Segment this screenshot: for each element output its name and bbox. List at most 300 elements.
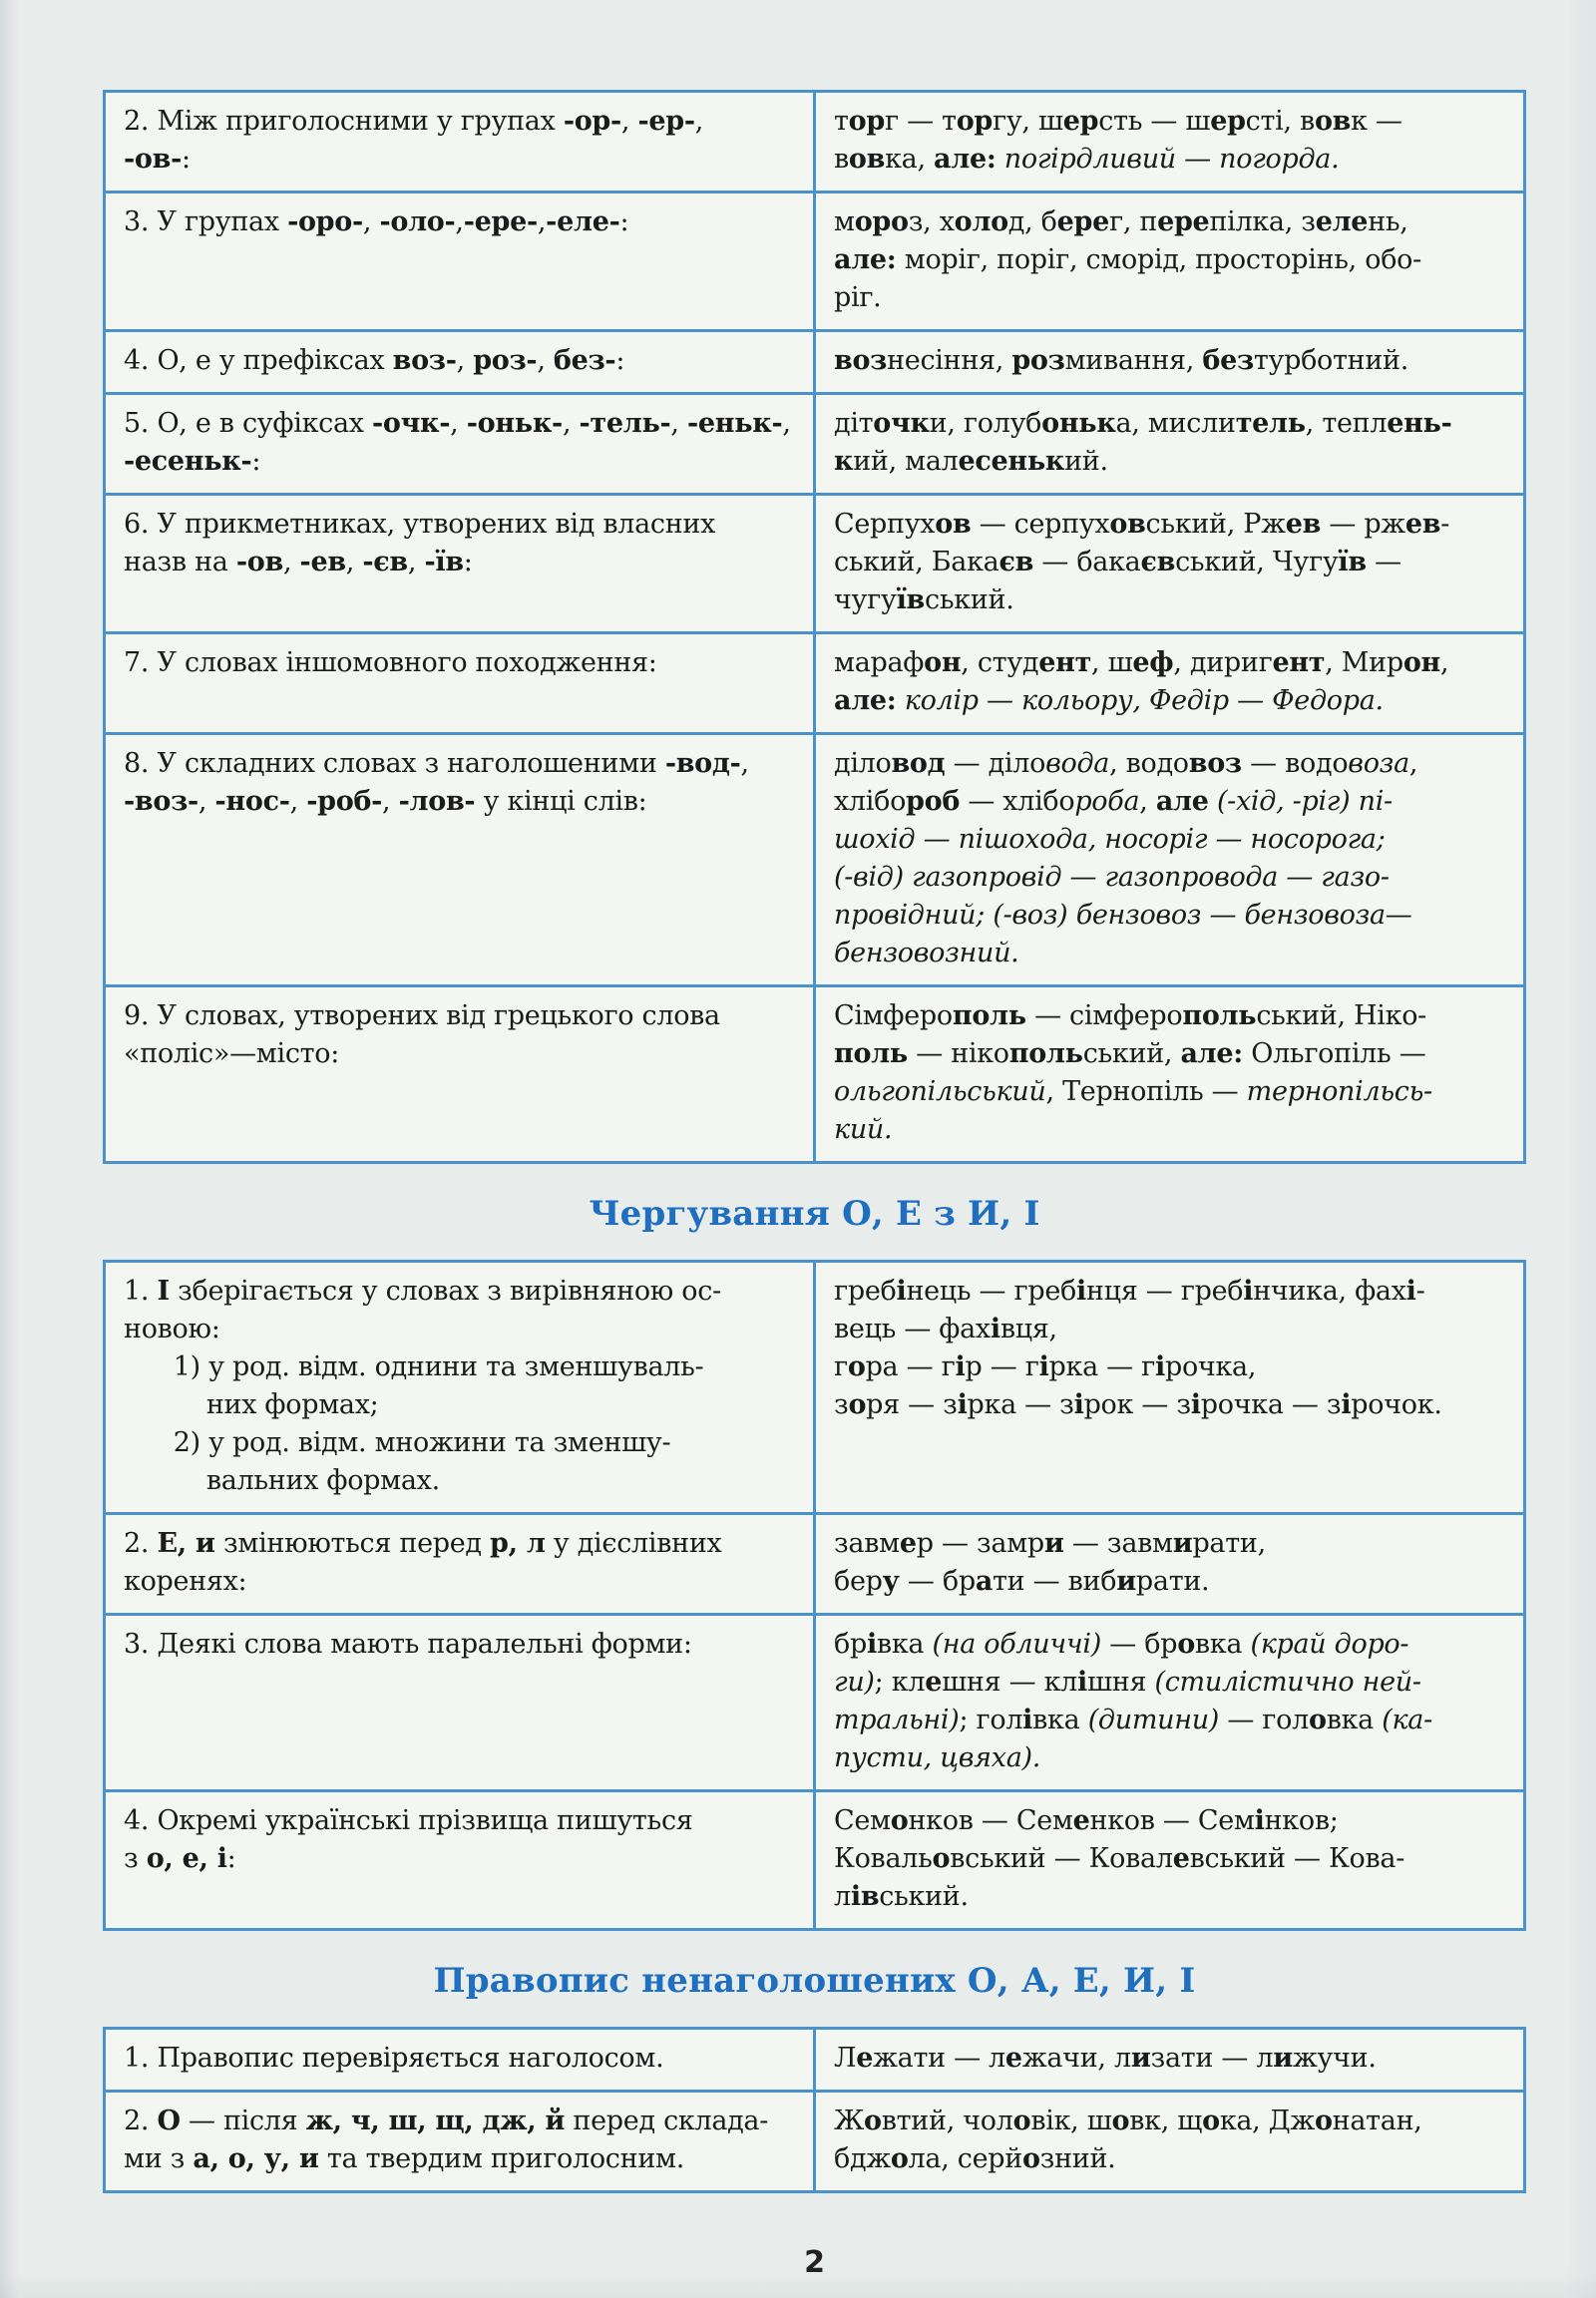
text-segment: і [990,1314,1000,1344]
text-segment: і [1073,1389,1084,1420]
text-segment: ський, Чугу [1175,547,1339,577]
text-segment: жачи, л [1021,2043,1131,2074]
text-segment: о [890,2143,909,2174]
text-segment: -еньк- [687,408,783,439]
text-segment: ер [1062,106,1099,137]
text-line [124,405,795,443]
text-segment: -есеньк- [124,446,252,477]
text-segment: — водо [1241,748,1349,779]
examples-cell [816,634,1523,732]
text-segment: -єв [362,547,408,577]
text-segment: тральні) [834,1705,960,1735]
rule-cell [106,1792,816,1928]
text-segment: ка, [885,144,935,175]
text-line [834,279,1505,317]
text-segment: вод [891,748,946,779]
section-heading-pravopys: Правопис ненаголошених О, А, Е, И, І [433,1961,1196,2001]
text-segment: ере [1157,206,1210,237]
text-segment: оло [954,206,1008,237]
text-segment: воз [834,345,888,376]
text-segment: вка [876,1629,933,1660]
text-segment: , [782,408,791,439]
text-segment: нця — греб [1085,1276,1244,1307]
text-segment: мивання, [1064,345,1203,376]
text-segment: 6. У прикметниках, утворених від власних [124,509,716,540]
text-segment: о [1021,2143,1040,2174]
text-segment: 3. У групах [124,206,288,237]
text-line [834,443,1505,481]
text-segment [896,685,904,716]
text-segment: , [455,206,464,237]
text-segment: рочка, [1164,1351,1257,1382]
text-segment: -еле- [546,206,620,237]
text-segment: (край доро- [1250,1629,1409,1660]
text-line [124,506,795,544]
text-segment: Е, и [157,1528,215,1559]
text-segment: - [1415,1276,1425,1307]
text-segment: і [1022,1705,1033,1735]
text-segment: шня — кл [942,1667,1078,1698]
text-line [834,1626,1505,1664]
text-segment: нков; [1264,1805,1339,1836]
text-segment: поль [1008,1038,1083,1069]
text-segment: Коваль [834,1843,933,1874]
text-segment: оньк [1041,408,1116,439]
examples-cell [816,987,1523,1161]
text-segment: , Мир [1325,647,1403,678]
text-line [834,644,1505,682]
text-line [834,859,1505,897]
text-line [124,1840,795,1878]
text-segment: але: [834,685,897,716]
text-segment: ор [848,106,885,137]
text-segment: моріг, поріг, сморід, просторінь, обо- [896,244,1421,275]
text-segment: г, п [1108,206,1158,237]
text-segment: рка — з [967,1389,1074,1420]
text-segment: -ов [235,547,283,577]
text-segment: р — замр [916,1528,1044,1559]
table-row [106,1789,1523,1928]
text-line [834,1802,1505,1840]
text-segment: і [955,1351,966,1382]
text-segment: ський, Бака [834,547,999,577]
text-segment: в [834,144,849,175]
text-line [834,745,1505,783]
text-segment: І [157,1276,170,1307]
page-number: 2 [804,2245,825,2280]
text-segment: : [226,1843,236,1874]
text-segment: еф [1132,647,1174,678]
text-segment: о, е, і [146,1843,227,1874]
text-line [834,1386,1505,1424]
text-segment: рати, [1192,1528,1266,1559]
text-segment: воз- [392,345,457,376]
text-segment: зати — л [1150,2043,1274,2074]
text-segment: нков — Сем [1089,1805,1255,1836]
text-segment: втий, чол [881,2106,1013,2136]
text-segment: ев [1285,509,1322,540]
text-segment: завм [834,1528,900,1559]
text-segment: е [856,2043,874,2074]
text-segment: 1) у род. відм. однини та зменшуваль- [124,1351,704,1382]
text-segment: м [834,206,855,237]
text-line [124,644,795,682]
text-line [834,1311,1505,1348]
text-segment: Сімферо [834,1000,953,1031]
text-segment: О [157,2106,181,2136]
text-segment: (-від) газопровід — газопровода — газо- [834,862,1390,893]
text-segment: тель [1235,408,1306,439]
text-segment: рати. [1135,1566,1210,1597]
text-segment: к [834,446,854,477]
text-segment: тернопільсь- [1246,1076,1432,1107]
text-line [834,581,1505,619]
text-segment: е [1072,1805,1090,1836]
text-segment: але: [1180,1038,1243,1069]
text-segment: о [1177,1629,1195,1660]
text-segment: — [1366,547,1401,577]
text-segment: — бака [1033,547,1141,577]
text-segment: т [834,106,849,137]
text-segment: , [537,206,547,237]
text-segment: (на обличчі) [932,1629,1101,1660]
text-segment: ий. [1064,446,1108,477]
text-segment: , [562,408,580,439]
text-segment: роз [1011,345,1065,376]
text-segment: -очк- [371,408,451,439]
text-segment: 1. Правопис перевіряється наголосом. [124,2043,664,2074]
text-segment: і [1341,1389,1352,1420]
text-segment: чугу [834,584,897,615]
text-segment: -ор- [563,106,621,137]
text-segment: о [847,1351,866,1382]
text-segment: вка [1032,1705,1088,1735]
text-segment: їв [1338,547,1367,577]
text-line [124,103,795,141]
text-segment: 1. [124,1276,158,1307]
text-segment: , тепл [1305,408,1388,439]
text-segment: 4. Окремі українські прізвища пишуться [124,1805,693,1836]
text-segment: ер [1210,106,1246,137]
table-row [106,392,1523,493]
rules-table-3 [103,2027,1526,2193]
text-segment: бензовозний. [834,938,1019,968]
table-row [106,1512,1523,1613]
text-line [834,1111,1505,1149]
text-segment: Ольгопіль — [1242,1038,1426,1069]
text-segment: о [1308,1705,1327,1735]
text-segment: єв [1140,547,1176,577]
text-segment: але [1155,786,1209,817]
table-row [106,631,1523,732]
text-segment: бдж [834,2143,891,2174]
text-segment: Серпух [834,509,936,540]
text-segment: пілка, з [1209,206,1316,237]
text-segment: рочок. [1351,1389,1442,1420]
text-segment: , [362,206,380,237]
text-segment: , [1139,786,1156,817]
text-segment: і [957,1389,968,1420]
text-segment: е [899,1528,917,1559]
text-line [124,203,795,241]
text-line [834,544,1505,581]
text-line [124,141,795,179]
text-line [834,1073,1505,1111]
text-segment: о [864,2106,882,2136]
text-segment: -вод- [664,748,741,779]
text-line [124,342,795,380]
table-row [106,329,1523,392]
text-segment: он [1402,647,1440,678]
text-segment: ор [956,106,993,137]
text-line [834,203,1505,241]
text-segment: : [251,446,261,477]
text-segment: нь, [1368,206,1408,237]
text-line [834,1702,1505,1739]
examples-cell [816,332,1523,392]
text-segment: — бр [899,1566,976,1597]
text-segment: -роб- [306,786,383,817]
text-segment: ов [935,509,972,540]
text-segment: , [382,786,399,817]
text-segment: и [1130,2043,1151,2074]
text-line [124,997,795,1035]
text-line [124,1386,795,1424]
text-segment: , [407,547,425,577]
text-line [834,821,1505,859]
rule-cell [106,2093,816,2190]
text-segment: о [932,1843,951,1874]
text-segment: ж, ч, ш, щ, дж, й [305,2106,566,2136]
text-segment: рка — г [1048,1351,1155,1382]
text-segment: у [882,1566,900,1597]
text-segment: 9. У словах, утворених від грецького слова [124,1000,720,1031]
text-line [124,2040,795,2078]
text-segment: та твердим приголосним. [318,2143,684,2174]
table-row [106,1613,1523,1789]
text-segment: ент [1272,647,1326,678]
examples-cell [816,1263,1523,1512]
rule-cell [106,1616,816,1789]
text-segment: -нос- [214,786,290,817]
examples-cell [816,395,1523,493]
text-segment: д, б [1007,206,1057,237]
text-segment: роз- [473,345,538,376]
text-line [834,1878,1505,1916]
text-segment: (ка- [1382,1705,1432,1735]
text-line [124,1563,795,1601]
text-segment: жати — л [873,2043,1005,2074]
examples-cell [816,93,1523,191]
text-segment: , [740,748,749,779]
text-segment: турботний. [1253,345,1409,376]
text-line [124,443,795,481]
text-segment: и [1273,2043,1293,2074]
text-segment: і [1077,1667,1087,1698]
text-segment: змінюються перед [214,1528,491,1559]
text-segment: поль [834,1038,908,1069]
text-segment: 7. У словах іншомовного походження: [124,647,657,678]
text-segment: -ов- [124,144,182,175]
rule-cell [106,1263,816,1512]
text-line [834,1035,1505,1073]
text-line [834,1739,1505,1777]
text-segment: рок — з [1083,1389,1191,1420]
text-line [834,935,1505,972]
text-segment: о [890,1805,909,1836]
text-segment: , [198,786,215,817]
text-segment: 2. [124,1528,158,1559]
rule-cell [106,735,816,984]
text-segment: погірдливий — погорда. [1003,144,1340,175]
text-line [124,745,795,783]
text-segment: -їв [424,547,464,577]
text-segment: жучи. [1292,2043,1377,2074]
text-segment: з [834,1389,849,1420]
text-segment: роба [1074,786,1140,817]
text-segment: коренях: [124,1566,247,1597]
text-segment: — хлібо [960,786,1075,817]
text-segment: : [181,144,191,175]
text-segment: — бр [1100,1629,1178,1660]
text-segment: 3. Деякі слова мають паралельні форми: [124,1629,692,1660]
text-segment: і [1243,1276,1254,1307]
text-segment: кий. [834,1114,893,1145]
table-row [106,984,1523,1161]
text-segment: 8. У складних словах з наголошеними [124,748,665,779]
text-line [124,2140,795,2178]
text-segment: рочка — з [1200,1389,1342,1420]
text-segment: воз [1188,748,1242,779]
text-segment: : [463,547,473,577]
text-segment: вка [1194,1629,1251,1660]
text-segment: ов [1109,509,1146,540]
text-segment: ка, Дж [1219,2106,1315,2136]
text-segment: а, о, у, и [193,2143,319,2174]
text-segment: , водо [1109,748,1189,779]
text-segment [1209,786,1217,817]
text-segment: вік, ш [1030,2106,1112,2136]
text-segment: ів [850,1881,880,1912]
table-row [106,191,1523,329]
text-line [834,1840,1505,1878]
text-segment: : [619,206,629,237]
text-segment: поль [952,1000,1026,1031]
text-segment: 2. [124,2106,158,2136]
rule-cell [106,395,816,493]
text-segment: о [848,1389,867,1420]
text-segment: колір — кольору, Федір — Федора. [904,685,1384,716]
text-segment: зберігається у словах з вирівняною ос- [169,1276,721,1307]
text-segment: ере [1056,206,1109,237]
text-segment: е [925,1667,943,1698]
text-segment: р, л [490,1528,546,1559]
text-segment: шохід — пішохода, носоріг — носорога; [834,824,1386,855]
text-segment: Ж [834,2106,865,2136]
text-line [124,1348,795,1386]
text-segment: бер [834,1566,883,1597]
text-line [124,1802,795,1840]
text-segment: г [834,1351,848,1382]
text-line [834,2140,1505,2178]
text-segment: ; гол [959,1705,1023,1735]
text-segment: натан, [1332,2106,1422,2136]
rule-cell [106,987,816,1161]
text-segment: ольгопільський [834,1076,1046,1107]
examples-cell [816,735,1523,984]
text-segment: , [1440,647,1449,678]
text-line [834,2103,1505,2140]
text-segment: ов [848,144,886,175]
text-segment: Сем [834,1805,891,1836]
text-line [834,1348,1505,1386]
text-segment: е [1004,2043,1022,2074]
text-segment: (стилістично ней- [1154,1667,1421,1698]
rule-cell [106,332,816,392]
text-segment: вода [1045,748,1110,779]
text-segment: але: [834,244,897,275]
text-segment: мараф [834,647,925,678]
text-segment: о [1314,2106,1333,2136]
text-segment: , [289,786,307,817]
text-segment: нчика, фах [1253,1276,1406,1307]
examples-cell [816,1515,1523,1613]
text-segment: гу, ш [992,106,1063,137]
text-segment: и [1043,1528,1064,1559]
text-segment: 2) у род. відм. множини та зменшу- [124,1427,671,1458]
text-line [124,1462,795,1500]
text-segment: о [1012,2106,1031,2136]
table-row [106,732,1523,984]
text-segment: провідний; (-воз) бензовоз — бензовоза— [834,900,1412,931]
text-segment: ; кл [874,1667,926,1698]
text-segment: вка [1326,1705,1383,1735]
text-segment: поль [1182,1000,1257,1031]
examples-cell [816,2030,1523,2090]
text-line [834,897,1505,935]
table-row [106,2030,1523,2090]
text-segment: ти — виб [993,1566,1117,1597]
text-segment: -тель- [579,408,671,439]
rules-table-2 [103,1260,1526,1931]
text-segment: , [456,345,474,376]
examples-cell [816,1616,1523,1789]
text-segment: роб [906,786,961,817]
text-segment: -ер- [637,106,695,137]
text-segment: і [1155,1351,1165,1382]
text-segment: пусти, цвяха). [834,1742,1041,1773]
text-segment: , [282,547,300,577]
text-segment: зний. [1039,2143,1116,2174]
table-row [106,493,1523,631]
text-segment: р — г [965,1351,1039,1382]
text-segment: ський. [879,1881,969,1912]
text-line [124,1311,795,1348]
text-segment: (дитини) [1087,1705,1220,1735]
text-line [124,783,795,821]
examples-cell [816,1792,1523,1928]
text-segment: е [1172,1843,1190,1874]
text-segment: шня [1086,1667,1155,1698]
examples-cell [816,2093,1523,2190]
text-segment: але: [934,144,997,175]
text-segment: , [620,106,638,137]
text-segment: без- [553,345,616,376]
text-segment: ент [1038,647,1092,678]
text-segment: назв на [124,547,236,577]
text-line [834,241,1505,279]
text-segment: , [694,106,704,137]
